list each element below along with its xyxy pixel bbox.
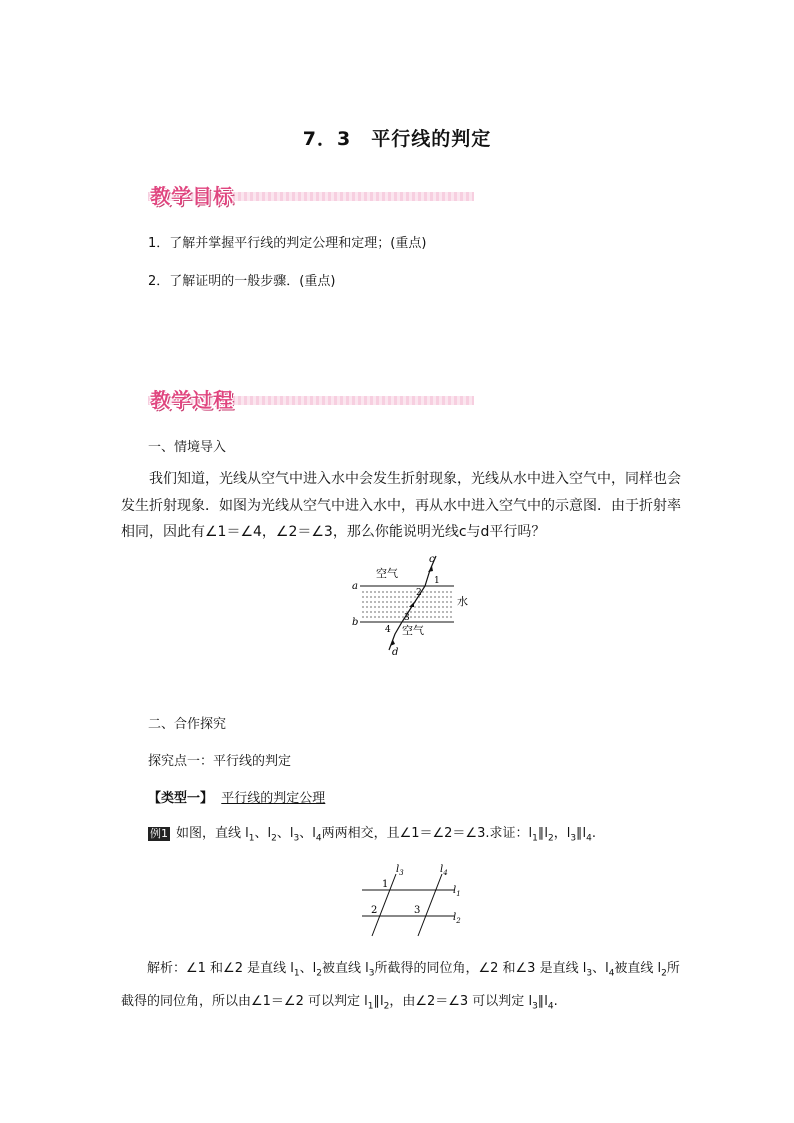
type-title: 平行线的判定公理 <box>221 791 326 806</box>
line-l4 <box>418 874 442 936</box>
label-air-top: 空气 <box>376 567 398 580</box>
angle-3-label: 3 <box>414 905 421 916</box>
ex-s1: 1 <box>248 833 255 844</box>
label-l1: $l_1$ <box>453 885 461 898</box>
page-title: 7．3 平行线的判定 <box>302 128 492 150</box>
refraction-figure <box>340 552 480 656</box>
arrow-water <box>409 602 414 607</box>
ex-s13: 3 <box>570 833 577 844</box>
label-l3: $l_3$ <box>396 864 404 877</box>
ex-s7: 4 <box>315 833 322 844</box>
analysis-paragraph: 解析：∠1 和∠2 是直线 $l_1$、$l_2$被直线 $l_3$所截得的同位角，∠2 和∠3 是直线 $l_3$、$l_4$被直线 $l_2$所截得的同位角，所以由∠1＝∠2 可以判定 $l_1\parallel l_2$，由∠2＝∠3 可以判定 $l_3\parallel l_4$. <box>121 961 680 1012</box>
angle-2-label: 2 <box>371 905 378 916</box>
angle-1-label: 1 <box>434 576 440 586</box>
label-a: a <box>352 581 358 592</box>
banner-label-process: 教学过程 <box>150 388 234 412</box>
label-l2: $l_2$ <box>453 912 461 925</box>
ex-t6: 、l <box>299 826 316 841</box>
ex-t10: ∥l <box>537 826 548 841</box>
goal-item-2: 2．了解证明的一般步骤．(重点) <box>148 274 336 289</box>
label-air-bottom: 空气 <box>402 624 424 637</box>
part2-title: 二、合作探究 <box>148 717 227 732</box>
goal-item-1: 1．了解并掌握平行线的判定公理和定理；(重点) <box>148 236 427 251</box>
ex-s5: 3 <box>293 833 300 844</box>
ex-t0: 如图，直线 l <box>176 826 249 841</box>
part1-title: 一、情境导入 <box>148 440 227 455</box>
ex-s3: 2 <box>271 833 277 844</box>
angle-2-label: 2 <box>416 588 422 598</box>
label-b: b <box>352 617 359 628</box>
arrow-c <box>428 566 433 572</box>
type-heading <box>148 787 325 806</box>
label-water: 水 <box>457 595 468 608</box>
ex-t4: 、l <box>276 826 294 841</box>
section-banner-goals <box>148 180 474 206</box>
ex-s9: 1 <box>532 833 538 844</box>
angle-3-label: 3 <box>404 613 410 623</box>
label-c: c <box>429 554 435 565</box>
angle-4-label: 4 <box>385 625 391 635</box>
ex-t12: ，l <box>553 826 571 841</box>
label-d: d <box>392 647 399 656</box>
label-l4: $l_4$ <box>440 864 448 877</box>
explore-point: 探究点一：平行线的判定 <box>148 754 292 769</box>
ex-s11: 2 <box>547 833 554 844</box>
ex-s15: 4 <box>586 833 592 844</box>
section-banner-process <box>148 384 474 410</box>
banner-label-goals: 教学目标 <box>150 184 234 208</box>
ex-t2: 、l <box>254 826 272 841</box>
example-1 <box>148 822 596 844</box>
type-label: 【类型一】 <box>148 791 214 806</box>
ex-t8: 两两相交，且∠1＝∠2＝∠3.求证：l <box>321 826 533 841</box>
example-badge: 例1 <box>150 827 168 840</box>
angle-1-label: 1 <box>382 879 389 890</box>
part1-paragraph: 我们知道，光线从空气中进入水中会发生折射现象，光线从水中进入空气中，同样也会发生折射现象．如图为光线从空气中进入水中，再从水中进入空气中的示意图．由于折射率相同，因此有∠1＝∠4，∠2＝∠3，那么你能说明光线c与d平行吗？ <box>121 471 681 540</box>
ex-t14: ∥l <box>576 826 587 841</box>
parallel-lines-figure <box>356 860 468 938</box>
ex-t16: . <box>591 826 597 841</box>
